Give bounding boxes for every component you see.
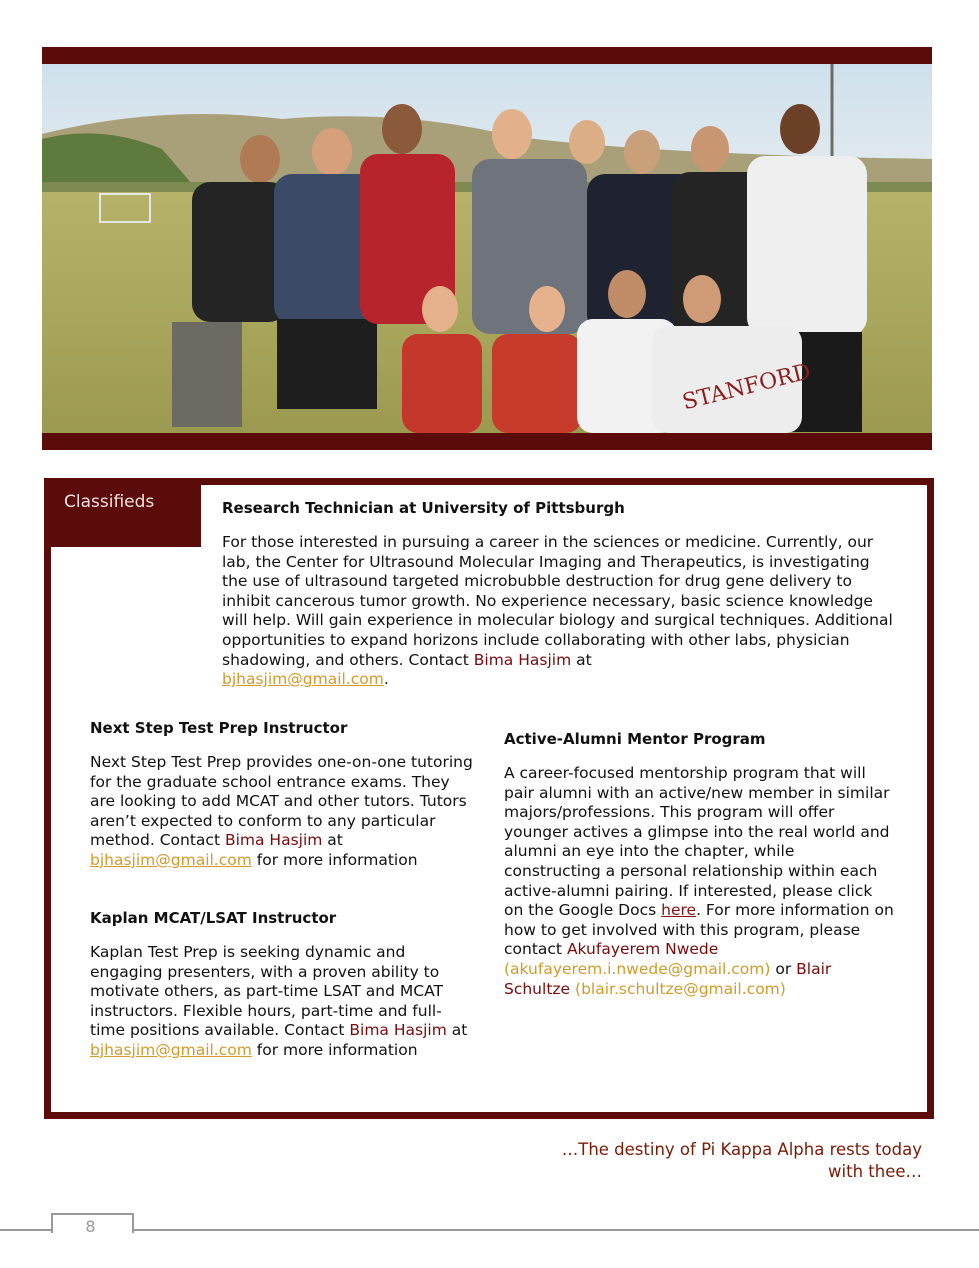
kaplan-end: for more information	[251, 1040, 418, 1059]
kaplan-body	[90, 943, 475, 1061]
mentor-title: Active-Alumni Mentor Program	[504, 730, 766, 748]
google-docs-link[interactable]: here	[661, 901, 697, 920]
research-text: For those interested in pursuing a career in the sciences or medicine. Currently, our lab, the Center for Ultrasound Molecular Imaging and Therapeutics, is investigating the use of ultrasound targeted microbubble destruction for drug gene delivery to inhibit cancerous tumor growth. No experience necessary, basic science knowledge will help. Will gain experience in molecular biology and surgical techniques. Additional opportunities to expand horizons include collaborating with other labs, physician shadowing, and others. Contact	[222, 533, 893, 669]
mentor-text-2: . For more information on how to get involved with this program, please contact	[504, 901, 894, 959]
mentor-email-1[interactable]: (akufayerem.i.nwede@gmail.com)	[504, 959, 771, 978]
kaplan-at: at	[446, 1021, 468, 1040]
mentor-email-2[interactable]: (blair.schultze@gmail.com)	[575, 979, 786, 998]
mentor-body	[504, 764, 894, 999]
research-email-link[interactable]: bjhasjim@gmail.com	[222, 670, 384, 689]
research-at: at	[571, 650, 592, 669]
quote-line-2: with thee…	[828, 1162, 922, 1181]
mentor-text: A career-focused mentorship program that will pair alumni with an active/new member in similar majors/professions. This program will offer younger actives a glimpse into the real world and alumni an eye into the chapter, while constructing a personal relationship within each active-alumni pairing. If interested, please click on the Google Docs	[504, 764, 890, 920]
page-number: 8	[85, 1217, 96, 1236]
nextstep-email-link[interactable]: bjhasjim@gmail.com	[90, 850, 252, 869]
footer-rule	[0, 1229, 979, 1231]
nextstep-at: at	[322, 831, 343, 850]
svg-text:STANFORD: STANFORD	[680, 359, 814, 416]
nextstep-title: Next Step Test Prep Instructor	[90, 719, 348, 737]
closing-quote	[502, 1139, 922, 1183]
research-end: .	[383, 670, 389, 689]
kaplan-email-link[interactable]: bjhasjim@gmail.com	[90, 1040, 252, 1059]
nextstep-body	[90, 753, 475, 871]
photo-frame	[42, 47, 932, 450]
kaplan-title: Kaplan MCAT/LSAT Instructor	[90, 909, 337, 927]
classifieds-tag: Classifieds	[50, 484, 201, 547]
kaplan-text: Kaplan Test Prep is seeking dynamic and engaging presenters, with a proven ability to motivate others, as part-time LSAT and MCAT instructors. Flexible hours, part-time and full-time positions available. Contact	[90, 943, 443, 1040]
quote-line-1: …The destiny of Pi Kappa Alpha rests today	[561, 1140, 922, 1159]
research-body	[222, 533, 897, 690]
research-title: Research Technician at University of Pittsburgh	[222, 499, 625, 517]
nextstep-end: for more information	[251, 850, 418, 869]
kaplan-contact-name: Bima Hasjim	[349, 1021, 447, 1040]
group-photo	[42, 64, 932, 433]
nextstep-text: Next Step Test Prep provides one-on-one tutoring for the graduate school entrance exams. They are looking to add MCAT and other tutors. Tutors aren’t expected to conform to any particular method. Contact	[90, 753, 473, 850]
research-contact-name: Bima Hasjim	[473, 650, 572, 669]
mentor-contact-name-2: Blair Schultze	[504, 959, 832, 998]
nextstep-contact-name: Bima Hasjim	[224, 831, 323, 850]
mentor-contact-name-1: Akufayerem Nwede	[566, 940, 719, 959]
mentor-or: or	[770, 959, 797, 978]
